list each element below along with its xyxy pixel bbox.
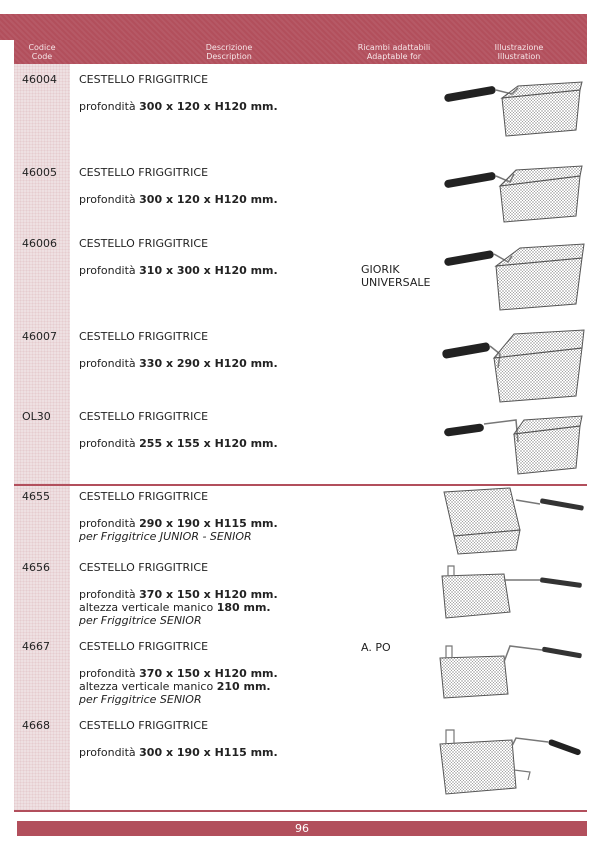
product-dimensions: [79, 193, 278, 206]
adaptable-brand: A. PO: [361, 641, 391, 654]
header-ill-en: Illustration: [497, 52, 541, 61]
dim-value: 310 x 300 x H120 mm.: [139, 264, 278, 277]
product-code: 46005: [22, 166, 57, 179]
product-code: 46007: [22, 330, 57, 343]
product-dimensions: [79, 667, 278, 706]
product-title: CESTELLO FRIGGITRICE: [79, 330, 209, 343]
product-title: CESTELLO FRIGGITRICE: [79, 73, 209, 86]
header-adapt-it: Ricambi adattabili: [357, 43, 431, 52]
adaptable-for: [361, 641, 391, 654]
product-code: 4655: [22, 490, 50, 503]
product-code: 46004: [22, 73, 57, 86]
basket-illustration: [440, 412, 585, 480]
product-note: per Friggitrice SENIOR: [79, 693, 202, 706]
product-dimensions: [79, 100, 278, 113]
header-desc-it: Descrizione: [205, 43, 253, 52]
dim-prefix: profondità: [79, 667, 140, 680]
product-title: CESTELLO FRIGGITRICE: [79, 561, 209, 574]
product-title: CESTELLO FRIGGITRICE: [79, 640, 209, 653]
header-code-it: Codice: [28, 43, 56, 52]
basket-illustration: [438, 328, 585, 406]
page-number: 96: [295, 822, 309, 835]
product-dimensions: [79, 588, 278, 627]
dim-value: 300 x 190 x H115 mm.: [139, 746, 278, 759]
dim-prefix: profondità: [79, 437, 140, 450]
basket-illustration: [438, 722, 585, 802]
adaptable-for: [361, 263, 430, 289]
dim-prefix: profondità: [79, 746, 140, 759]
dim-prefix: profondità: [79, 357, 140, 370]
basket-illustration: [440, 78, 585, 140]
product-code: 46006: [22, 237, 57, 250]
header-description: [84, 43, 374, 61]
header-desc-en: Description: [206, 52, 252, 61]
handle-value: 210 mm.: [216, 680, 271, 693]
product-note: per Friggitrice SENIOR: [79, 614, 202, 627]
basket-illustration: [440, 240, 585, 312]
product-code: OL30: [22, 410, 51, 423]
dim-prefix: profondità: [79, 193, 140, 206]
basket-illustration: [438, 636, 585, 702]
header-code-en: Code: [31, 52, 53, 61]
basket-illustration: [440, 484, 585, 556]
dim-prefix: profondità: [79, 588, 140, 601]
product-code: 4667: [22, 640, 50, 653]
page-footer: [17, 821, 587, 836]
product-dimensions: [79, 517, 278, 543]
header-illustration: [454, 43, 584, 61]
basket-illustration: [440, 562, 585, 626]
dim-value: 330 x 290 x H120 mm.: [139, 357, 278, 370]
handle-value: 180 mm.: [216, 601, 271, 614]
table-header: [14, 40, 587, 64]
product-code: 4656: [22, 561, 50, 574]
product-dimensions: [79, 264, 278, 277]
handle-prefix: altezza verticale manico: [79, 680, 217, 693]
dim-value: 300 x 120 x H120 mm.: [139, 193, 278, 206]
header-ill-it: Illustrazione: [494, 43, 544, 52]
basket-illustration: [440, 160, 585, 226]
product-note: per Friggitrice JUNIOR - SENIOR: [79, 530, 252, 543]
product-title: CESTELLO FRIGGITRICE: [79, 237, 209, 250]
product-dimensions: [79, 437, 278, 450]
top-red-band: [0, 14, 587, 40]
handle-prefix: altezza verticale manico: [79, 601, 217, 614]
dim-value: 255 x 155 x H120 mm.: [139, 437, 278, 450]
dim-value: 300 x 120 x H120 mm.: [139, 100, 278, 113]
header-code: [14, 43, 70, 61]
product-title: CESTELLO FRIGGITRICE: [79, 490, 209, 503]
dim-value: 370 x 150 x H120 mm.: [139, 667, 278, 680]
product-dimensions: [79, 357, 278, 370]
dim-value: 370 x 150 x H120 mm.: [139, 588, 278, 601]
product-dimensions: [79, 746, 278, 759]
header-adaptable: [344, 43, 444, 61]
dim-value: 290 x 190 x H115 mm.: [139, 517, 278, 530]
product-title: CESTELLO FRIGGITRICE: [79, 719, 209, 732]
dim-prefix: profondità: [79, 100, 140, 113]
dim-prefix: profondità: [79, 517, 140, 530]
adaptable-brand: GIORIK UNIVERSALE: [361, 263, 431, 289]
bottom-divider: [14, 810, 587, 812]
product-title: CESTELLO FRIGGITRICE: [79, 166, 209, 179]
product-title: CESTELLO FRIGGITRICE: [79, 410, 209, 423]
top-margin: [0, 0, 600, 14]
product-code: 4668: [22, 719, 50, 732]
dim-prefix: profondità: [79, 264, 140, 277]
header-adapt-en: Adaptable for: [366, 52, 422, 61]
